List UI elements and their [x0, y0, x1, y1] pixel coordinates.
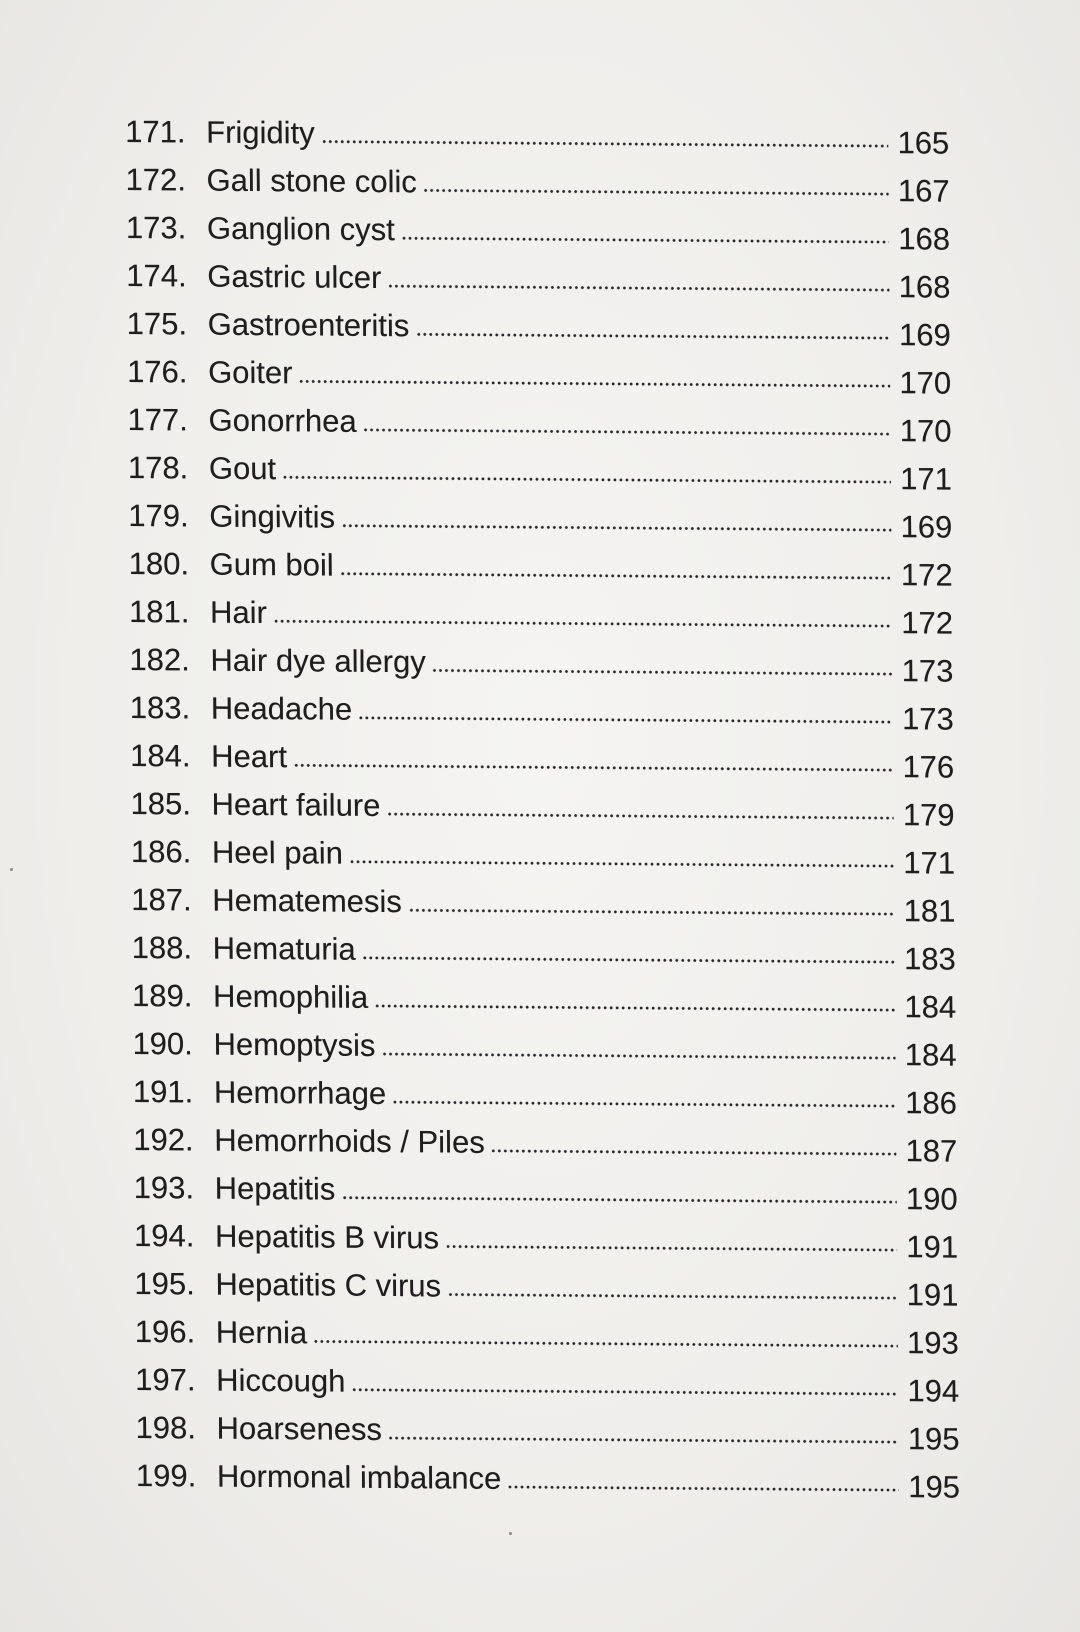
entry-number: 174. — [126, 258, 187, 294]
toc-entry — [131, 876, 955, 931]
entry-title: Goiter — [207, 354, 293, 391]
entry-title: Heel pain — [211, 834, 344, 871]
entry-number: 190. — [132, 1026, 193, 1062]
entry-number: 191. — [132, 1074, 194, 1110]
entry-page-number: 172 — [900, 557, 953, 593]
entry-page-number: 194 — [907, 1373, 960, 1409]
entry-number: 172. — [125, 162, 187, 198]
toc-entry — [127, 396, 951, 451]
toc-entry — [135, 1404, 959, 1459]
dot-leader — [362, 956, 895, 964]
entry-page-number: 167 — [897, 173, 950, 209]
toc-entry — [128, 444, 952, 499]
toc-entry — [132, 972, 956, 1027]
dot-leader — [299, 379, 891, 388]
entry-title: Gum boil — [209, 546, 334, 583]
entry-title: Hormonal imbalance — [216, 1458, 502, 1496]
dot-leader — [363, 428, 891, 436]
dot-leader — [273, 619, 892, 628]
entry-page-number: 173 — [901, 653, 954, 689]
entry-title: Gingivitis — [209, 498, 336, 535]
dot-leader — [349, 860, 894, 868]
entry-number: 196. — [134, 1314, 196, 1350]
toc-entry — [126, 252, 950, 307]
entry-page-number: 195 — [908, 1469, 961, 1505]
entry-title: Hoarseness — [216, 1410, 383, 1447]
toc-entry — [135, 1308, 959, 1363]
entry-page-number: 190 — [905, 1181, 958, 1217]
entry-page-number: 169 — [898, 317, 951, 353]
entry-number: 189. — [131, 978, 193, 1014]
dot-leader — [340, 572, 892, 580]
dot-leader — [374, 1004, 895, 1012]
entry-title: Gastric ulcer — [207, 258, 382, 296]
entry-page-number: 171 — [903, 845, 956, 881]
entry-page-number: 191 — [906, 1277, 959, 1313]
entry-title: Hemorrhage — [213, 1074, 387, 1112]
toc-list — [125, 108, 960, 1507]
entry-page-number: 184 — [904, 989, 957, 1025]
entry-number: 186. — [130, 834, 192, 870]
dot-leader — [293, 763, 893, 772]
toc-entry — [125, 156, 949, 211]
entry-page-number: 183 — [903, 941, 956, 977]
entry-number: 185. — [130, 786, 192, 822]
entry-title: Gonorrhea — [208, 402, 357, 439]
entry-number: 182. — [129, 642, 190, 678]
entry-title: Frigidity — [206, 114, 315, 151]
dot-leader — [351, 1388, 898, 1396]
toc-entry — [134, 1212, 958, 1267]
toc-entry — [129, 588, 953, 643]
entry-title: Heart — [211, 738, 288, 775]
toc-entry — [127, 348, 951, 403]
entry-title: Hepatitis B virus — [214, 1218, 440, 1256]
entry-title: Hepatitis C virus — [215, 1266, 442, 1304]
entry-number: 187. — [131, 882, 192, 918]
dot-leader — [401, 236, 889, 244]
entry-title: Gall stone colic — [206, 162, 417, 200]
entry-title: Hair — [209, 594, 268, 631]
dot-leader — [313, 1339, 898, 1348]
entry-page-number: 186 — [905, 1085, 958, 1121]
entry-title: Hematuria — [212, 930, 356, 967]
dot-leader — [341, 524, 892, 532]
entry-number: 178. — [127, 450, 189, 486]
dot-leader — [341, 1196, 897, 1204]
entry-number: 175. — [126, 306, 188, 342]
toc-entry — [130, 684, 954, 739]
entry-number: 171. — [125, 114, 186, 150]
dot-leader — [387, 284, 889, 292]
entry-title: Gastroenteritis — [207, 306, 410, 344]
entry-title: Ganglion cyst — [206, 210, 395, 248]
entry-title: Gout — [208, 450, 277, 487]
entry-number: 181. — [128, 594, 190, 630]
dot-leader — [321, 140, 889, 149]
entry-title: Hepatitis — [214, 1170, 336, 1207]
dot-leader — [415, 332, 890, 340]
entry-number: 188. — [131, 930, 193, 966]
entry-page-number: 176 — [902, 749, 955, 785]
entry-title: Hemorrhoids / Piles — [214, 1122, 485, 1160]
entry-page-number: 172 — [901, 605, 954, 641]
entry-page-number: 168 — [898, 269, 951, 305]
entry-page-number: 169 — [900, 509, 953, 545]
entry-title: Hair dye allergy — [210, 642, 426, 680]
dot-leader — [408, 908, 895, 916]
entry-title: Heart failure — [211, 786, 381, 823]
toc-entry — [133, 1164, 957, 1219]
dot-leader — [282, 475, 891, 484]
entry-number: 176. — [126, 354, 188, 390]
entry-number: 198. — [135, 1410, 197, 1446]
toc-entry — [127, 300, 951, 355]
entry-page-number: 191 — [906, 1229, 959, 1265]
entry-number: 180. — [128, 546, 190, 582]
entry-page-number: 181 — [903, 893, 956, 929]
entry-number: 192. — [133, 1122, 194, 1158]
entry-number: 183. — [129, 690, 191, 726]
toc-entry — [131, 828, 955, 883]
entry-page-number: 171 — [900, 461, 953, 497]
entry-page-number: 184 — [904, 1037, 957, 1073]
entry-number: 184. — [130, 738, 191, 774]
entry-number: 194. — [133, 1218, 195, 1254]
entry-number: 197. — [135, 1362, 196, 1398]
entry-page-number: 170 — [899, 413, 952, 449]
toc-entry — [130, 780, 954, 835]
dot-leader — [386, 812, 893, 820]
entry-page-number: 187 — [905, 1133, 958, 1169]
entry-page-number: 195 — [907, 1421, 960, 1457]
paper-speck — [509, 1532, 512, 1535]
paper-speck — [10, 868, 13, 871]
entry-title: Hemophilia — [212, 978, 369, 1015]
dot-leader — [381, 1052, 895, 1060]
dot-leader — [447, 1293, 898, 1301]
toc-entry — [133, 1116, 957, 1171]
dot-leader — [445, 1244, 897, 1252]
dot-leader — [392, 1100, 896, 1108]
toc-entry — [132, 924, 956, 979]
entry-title: Hemoptysis — [213, 1026, 376, 1063]
toc-entry — [133, 1068, 957, 1123]
toc-entry — [134, 1260, 958, 1315]
dot-leader — [432, 668, 893, 676]
entry-number: 193. — [133, 1170, 195, 1206]
toc-entry — [128, 540, 952, 595]
toc-entry — [125, 108, 949, 163]
dot-leader — [358, 716, 893, 724]
toc-entry — [129, 636, 953, 691]
dot-leader — [423, 188, 889, 196]
entry-number: 195. — [134, 1266, 195, 1302]
entry-page-number: 170 — [899, 365, 952, 401]
toc-entry — [126, 204, 950, 259]
entry-title: Hiccough — [216, 1362, 346, 1399]
toc-entry — [132, 1020, 956, 1075]
toc-entry — [136, 1452, 960, 1507]
entry-page-number: 165 — [897, 125, 950, 161]
dot-leader — [388, 1436, 899, 1444]
toc-entry — [135, 1356, 959, 1411]
entry-number: 173. — [125, 210, 187, 246]
entry-number: 199. — [135, 1458, 197, 1494]
entry-number: 177. — [127, 402, 188, 438]
entry-page-number: 173 — [901, 701, 954, 737]
entry-title: Hernia — [215, 1314, 308, 1351]
entry-page-number: 193 — [906, 1325, 959, 1361]
entry-title: Hematemesis — [212, 882, 402, 920]
dot-leader — [491, 1149, 897, 1156]
entry-page-number: 168 — [898, 221, 951, 257]
dot-leader — [507, 1485, 899, 1492]
entry-number: 179. — [128, 498, 189, 534]
entry-page-number: 179 — [902, 797, 955, 833]
entry-title: Headache — [210, 690, 353, 727]
toc-entry — [130, 732, 954, 787]
toc-entry — [128, 492, 952, 547]
